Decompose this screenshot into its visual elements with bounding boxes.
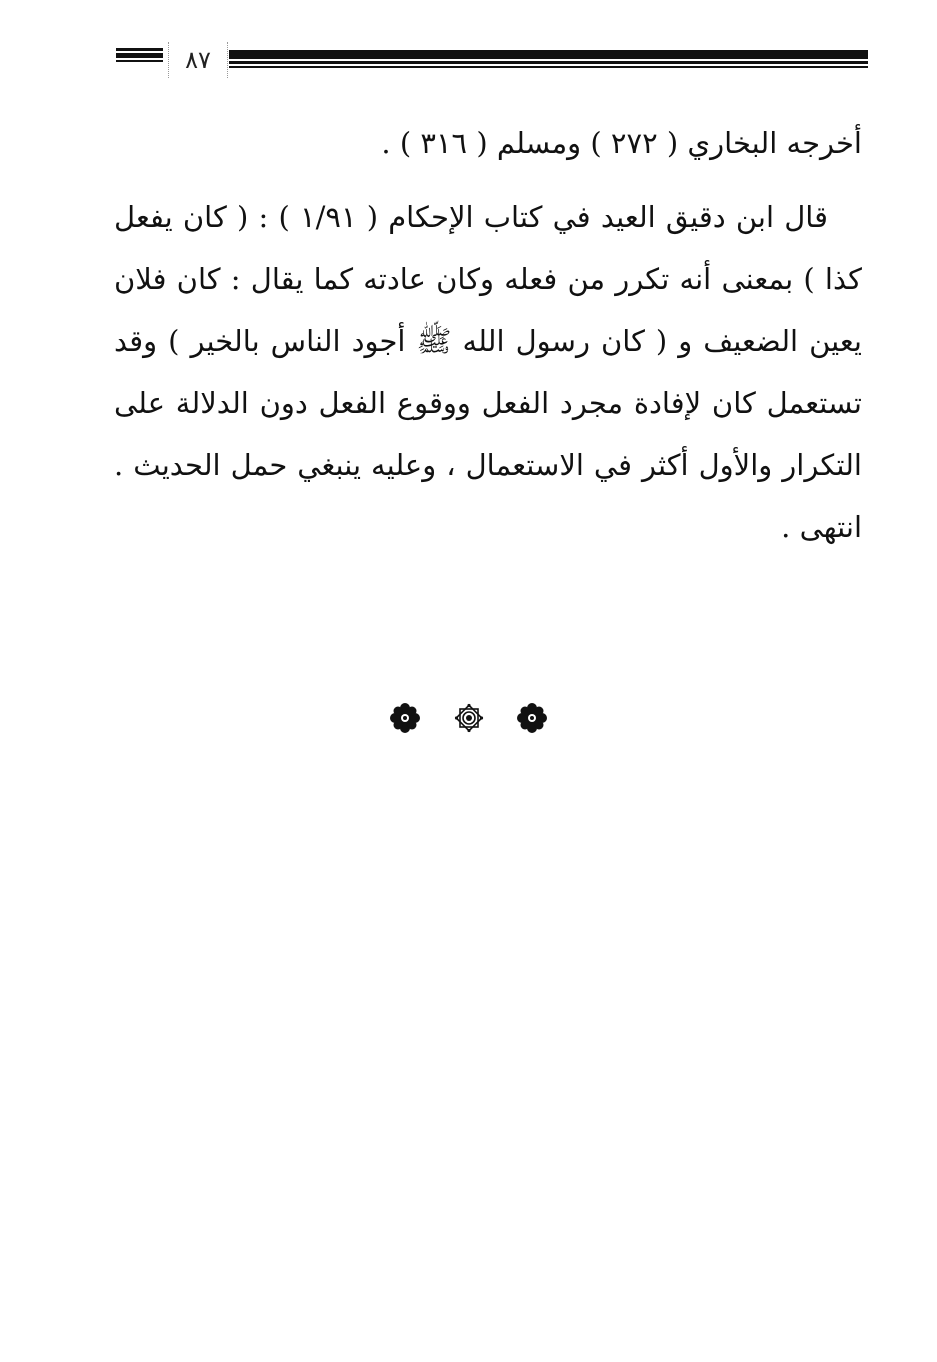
flower-ornament-icon (390, 703, 420, 733)
flower-ornament-icon (517, 703, 547, 733)
header-rule-left (116, 48, 163, 62)
header-rule-right (229, 48, 868, 70)
main-text (114, 112, 862, 558)
commentary-paragraph: قال ابن دقيق العيد في كتاب الإحكام ( ١/٩١ ) : ( كان يفعل كذا ) بمعنى أنه تكرر من فعله وكان عادته كما يقال : كان فلان يعين الضعيف و ( كان رسول الله ﷺ أجود الناس بالخير ) وقد تستعمل كان لإفادة مجرد الفعل ووقوع الفعل دون الدلالة على التكرار والأول أكثر في الاستعمال ، وعليه ينبغي حمل الحديث . انتهى . (114, 200, 862, 544)
rosette-ornament-icon (454, 703, 484, 733)
page-header (116, 40, 868, 80)
citation-paragraph: أخرجه البخاري ( ٢٧٢ ) ومسلم ( ٣١٦ ) . (381, 126, 862, 160)
section-divider-ornaments (0, 703, 937, 733)
page-number: ٨٧ (168, 42, 228, 78)
